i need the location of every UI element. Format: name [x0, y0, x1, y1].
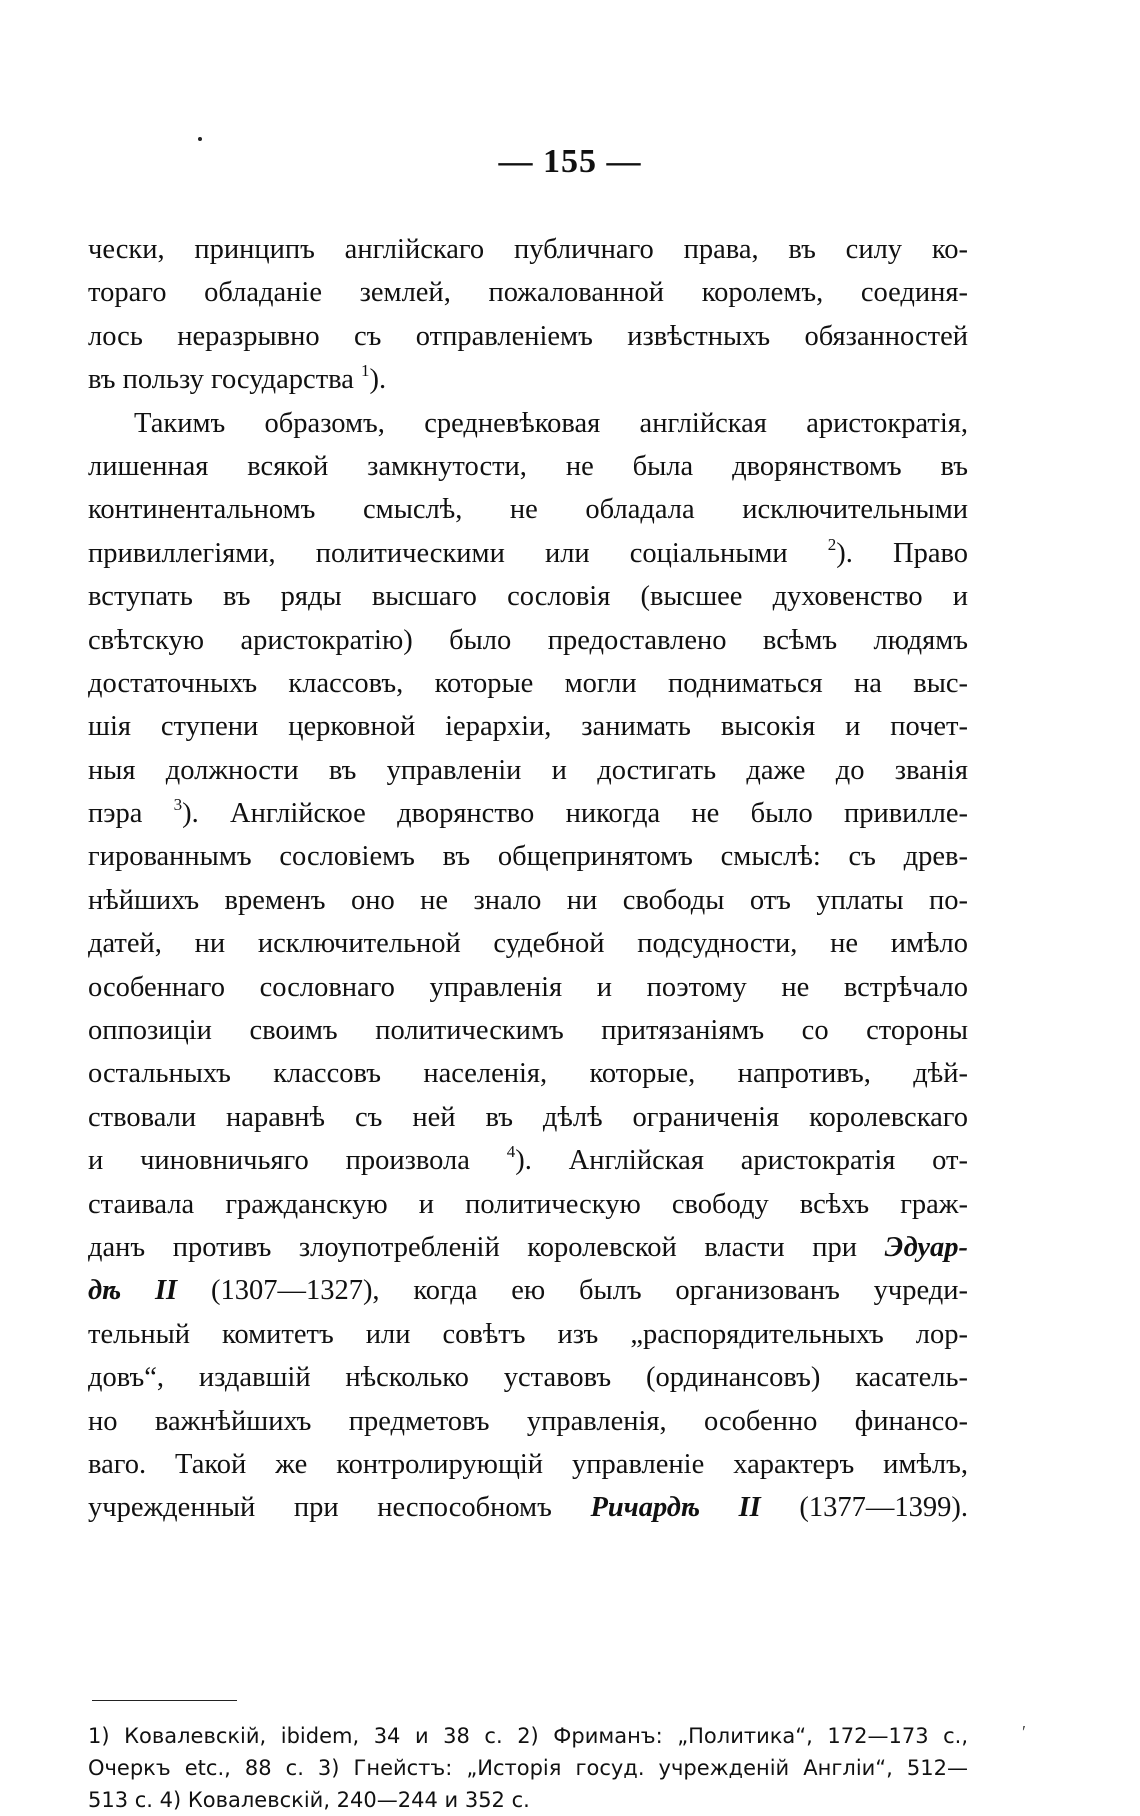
text-line: лишенная всякой замкнутости, не была дворянствомъ въ	[88, 450, 968, 482]
footnote-line: 513 с. 4) Ковалевскій, 240—244 и 352 с.	[88, 1788, 530, 1812]
body-text	[88, 228, 968, 1530]
footnote-line: 1) Ковалевскій, ibidem, 34 и 38 с. 2) Фриманъ: „Политика“, 172—173 с.,	[88, 1724, 968, 1748]
text-line: и чиновничьяго произвола $^4$). Англійская аристократія от-	[88, 1142, 968, 1177]
text-line: нѣйшихъ временъ оно не знало ни свободы отъ уплаты по-	[88, 884, 968, 916]
text-line: данъ противъ злоупотребленій королевской власти при Эдуар-	[88, 1231, 968, 1263]
text-line: привиллегіями, политическими или соціальными $^2$). Право	[88, 534, 969, 569]
footnote-ref: 4	[506, 1142, 516, 1162]
text-line: особеннаго сословнаго управленія и поэтому не встрѣчало	[88, 971, 968, 1003]
text-line: тельный комитетъ или совѣтъ изъ „распорядительныхъ лор-	[88, 1318, 968, 1350]
text-line: остальныхъ классовъ населенія, которые, напротивъ, дѣй-	[88, 1058, 968, 1090]
text-line: довъ“, издавшій нѣсколько уставовъ (ординансовъ) касатель-	[88, 1362, 968, 1394]
text-line: континентальномъ смыслѣ, не обладала исключительными	[88, 494, 968, 526]
footnote-ref: 3	[173, 795, 183, 815]
text-line: ствовали наравнѣ съ ней въ дѣлѣ ограниченія королевскаго	[88, 1101, 968, 1133]
text-line: вступать въ ряды высшаго сословія (высшее духовенство и	[88, 581, 968, 613]
text-line: но важнѣйшихъ предметовъ управленія, особенно финансо-	[88, 1405, 968, 1437]
text-line: тораго обладаніе землей, пожалованной королемъ, соединя-	[88, 277, 968, 309]
footnotes	[88, 1720, 968, 1816]
italic-name: Ричардѣ II	[590, 1492, 761, 1524]
text-line: ныя должности въ управленіи и достигать даже до званія	[88, 754, 968, 786]
text-line: свѣтскую аристократію) было предоставлено всѣмъ людямъ	[88, 624, 968, 656]
text-line: гированнымъ сословіемъ въ общепринятомъ смыслѣ: съ древ-	[88, 841, 968, 873]
italic-name: дѣ II	[88, 1275, 178, 1307]
print-speck	[198, 137, 202, 141]
text-line: стаивала гражданскую и политическую свободу всѣхъ граж-	[88, 1188, 968, 1220]
text-line: учрежденный при неспособномъ Ричардѣ II (1377—1399).	[88, 1492, 968, 1524]
text-line: достаточныхъ классовъ, которые могли подниматься на выс-	[88, 667, 968, 699]
page-number: — 155 —	[498, 143, 642, 180]
footnote-separator	[92, 1700, 237, 1701]
footnote-ref: 2	[827, 534, 837, 554]
text-line: чески, принципъ англійскаго публичнаго права, въ силу ко-	[88, 234, 968, 265]
print-mark: ′	[1022, 1722, 1026, 1742]
footnote-line: Очеркъ etc., 88 с. 3) Гнейстъ: „Исторія госуд. учрежденій Англіи“, 512—	[88, 1756, 968, 1780]
text-line: датей, ни исключительной судебной подсудности, не имѣло	[88, 928, 968, 960]
text-line: лось неразрывно съ отправленіемъ извѣстныхъ обязанностей	[88, 320, 968, 352]
footnote-ref: 1	[361, 361, 370, 381]
text-line: шія ступени церковной іерархіи, занимать высокія и почет-	[88, 711, 968, 743]
text-line: пэра $^3$). Англійское дворянство никогда не было привилле-	[88, 795, 969, 830]
text-line: дѣ II (1307—1327), когда ею былъ организованъ учреди-	[88, 1275, 968, 1307]
italic-name: Эдуар-	[884, 1231, 968, 1263]
text-line: Такимъ образомъ, средневѣковая англійская аристократія,	[134, 407, 968, 439]
text-line: въ пользу государства $^1$).	[88, 361, 387, 396]
text-line: оппозиціи своимъ политическимъ притязаніямъ со стороны	[88, 1015, 968, 1047]
text-line: ваго. Такой же контролирующій управленіе характеръ имѣлъ,	[88, 1448, 968, 1480]
